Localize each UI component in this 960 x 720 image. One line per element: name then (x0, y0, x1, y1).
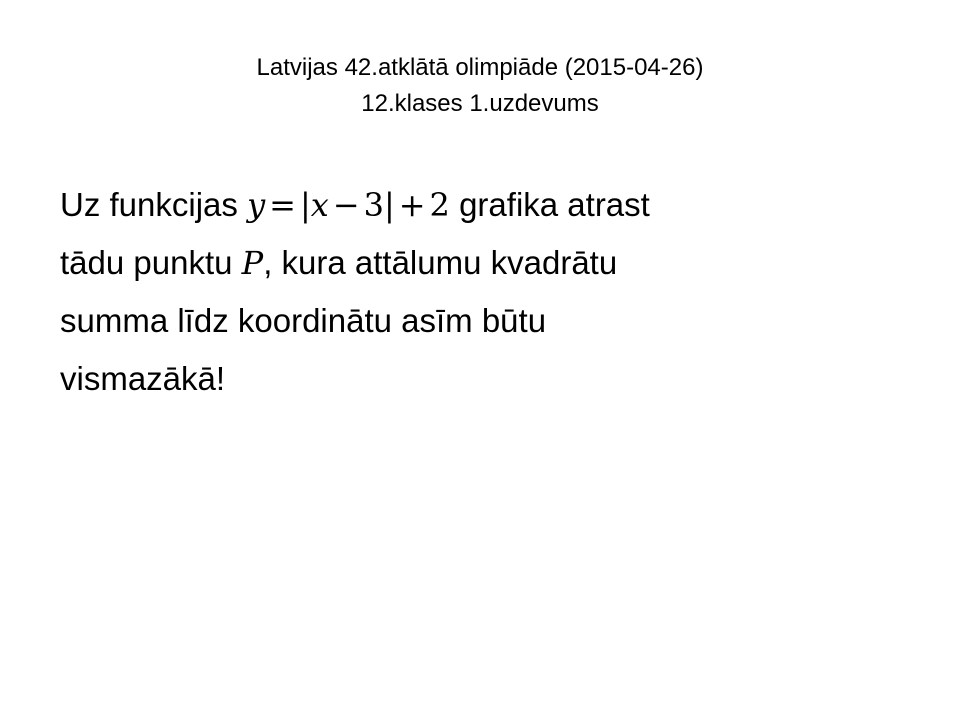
title-line-grade-task: 12.klases 1.uzdevums (361, 90, 599, 117)
title-line-olympiad: Latvijas 42.atklātā olimpiāde (2015-04-26) (256, 54, 704, 81)
problem-text-point-intro: tādu punktu (60, 244, 242, 281)
formula-plus: + (398, 186, 426, 224)
formula-three: 3 (363, 186, 384, 224)
problem-line-1 (60, 176, 900, 234)
problem-text-after-point: , kura attālumu kvadrātu (263, 244, 618, 281)
slide-title (60, 50, 900, 122)
problem-text-after-formula: grafika atrast (449, 186, 650, 223)
formula-equals: = (269, 186, 296, 224)
problem-line-2 (60, 234, 900, 292)
problem-text-before-formula: Uz funkcijas (60, 186, 248, 223)
formula-abs-close: | (383, 186, 395, 224)
formula-two: 2 (429, 186, 450, 224)
formula-abs-open: | (299, 186, 311, 224)
point-name: P (241, 244, 264, 282)
function-formula (247, 186, 450, 224)
formula-y: y (247, 186, 266, 224)
problem-line-4: vismazākā! (60, 360, 226, 397)
problem-statement (60, 176, 900, 408)
formula-minus: − (332, 186, 360, 224)
problem-line-3: summa līdz koordinātu asīm būtu (60, 302, 547, 339)
formula-x: x (310, 186, 329, 224)
